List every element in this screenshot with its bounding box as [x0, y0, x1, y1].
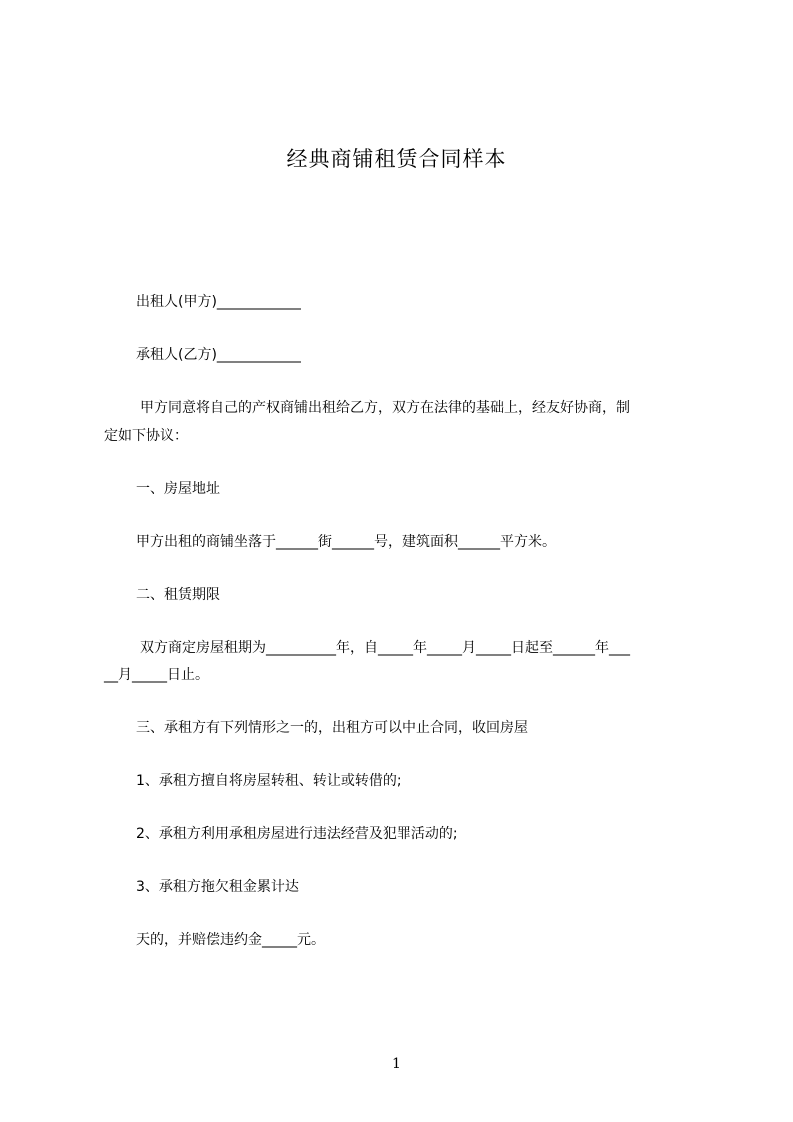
term-line-2: __月_____日止。 — [104, 667, 209, 683]
term-line-1: 双方商定房屋租期为__________年，自_____年_____月_____日起至______年___ — [140, 640, 630, 656]
clause-2-line: 2、承租方利用承租房屋进行违法经营及犯罪活动的; — [136, 826, 458, 842]
intro-paragraph-line-2: 定如下协议： — [104, 428, 188, 444]
lessee-line: 承租人(乙方)____________ — [136, 347, 301, 363]
lessor-line: 出租人(甲方)____________ — [136, 294, 301, 310]
intro-paragraph-line-1: 甲方同意将自己的产权商铺出租给乙方，双方在法律的基础上，经友好协商，制 — [140, 400, 630, 416]
section-3-heading: 三、承租方有下列情形之一的，出租方可以中止合同，收回房屋 — [136, 720, 528, 736]
penalty-line: 天的，并赔偿违约金_____元。 — [136, 932, 325, 948]
section-2-heading: 二、租赁期限 — [136, 587, 220, 603]
address-line: 甲方出租的商铺坐落于______街______号，建筑面积______平方米。 — [136, 534, 556, 550]
clause-3-line: 3、承租方拖欠租金累计达 — [136, 879, 299, 895]
page-number: 1 — [392, 1056, 401, 1072]
document-title: 经典商铺租赁合同样本 — [286, 147, 507, 171]
clause-1-line: 1、承租方擅自将房屋转租、转让或转借的; — [136, 773, 402, 789]
section-1-heading: 一、房屋地址 — [136, 481, 220, 497]
